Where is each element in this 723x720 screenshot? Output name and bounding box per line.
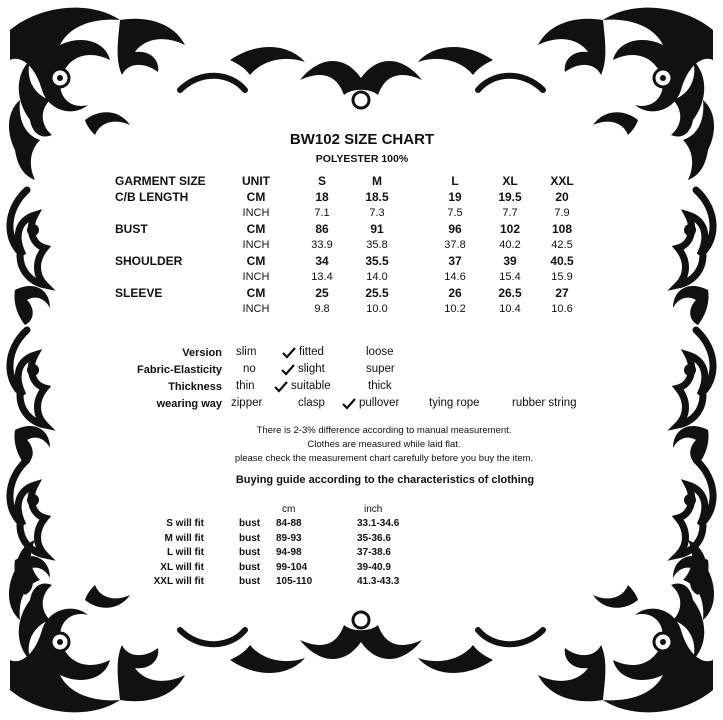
note-line: There is 2-3% difference according to manual measurement.	[256, 425, 512, 436]
unit-cm: CM	[246, 254, 266, 268]
guide-part: bust	[239, 518, 261, 529]
inch-value: 10.0	[366, 303, 388, 315]
guide-cm: 99-104	[276, 561, 308, 573]
material-label: POLYESTER 100%	[315, 153, 409, 165]
option-slight: slight	[298, 363, 325, 375]
inch-value: 10.2	[444, 303, 466, 315]
unit-cm: CM	[246, 222, 266, 236]
guide-col-inch: inch	[364, 504, 383, 515]
cm-value: 18	[315, 190, 329, 204]
cm-value: 39	[503, 254, 517, 268]
inch-value: 9.8	[314, 303, 330, 315]
unit-inch: INCH	[242, 207, 270, 219]
guide-inch: 39-40.9	[357, 561, 391, 573]
option-pullover: pullover	[359, 397, 400, 409]
inch-value: 10.6	[551, 303, 573, 315]
cm-value: 25	[315, 286, 329, 300]
inch-value: 37.8	[444, 239, 466, 251]
cm-value: 108	[551, 222, 573, 236]
guide-inch: 41.3-43.3	[357, 576, 400, 587]
table-header-garment-size: GARMENT SIZE	[115, 174, 206, 188]
guide-part: bust	[239, 561, 261, 573]
table-header-s: S	[317, 174, 327, 188]
characteristic-label: Fabric-Elasticity	[137, 364, 222, 376]
checkmark-icon	[274, 381, 288, 393]
chart-title: BW102 SIZE CHART	[289, 131, 435, 148]
guide-part: bust	[239, 576, 261, 587]
cm-value: 19	[448, 190, 462, 204]
cm-value: 86	[315, 222, 329, 236]
inch-value: 14.6	[444, 271, 466, 283]
table-header-xl: XL	[502, 174, 518, 188]
measurement-label: C/B LENGTH	[115, 190, 189, 204]
option-rubber-string: rubber string	[512, 397, 577, 409]
inch-value: 7.5	[447, 207, 463, 219]
inch-value: 7.3	[369, 207, 385, 219]
inch-value: 7.7	[502, 207, 518, 219]
cm-value: 102	[499, 222, 521, 236]
unit-cm: CM	[246, 190, 266, 204]
inch-value: 14.0	[366, 271, 388, 283]
inch-value: 35.8	[366, 239, 388, 251]
cm-value: 27	[555, 286, 569, 300]
inch-value: 10.4	[499, 303, 521, 315]
option-no: no	[243, 363, 256, 375]
guide-size: L will fit	[166, 547, 204, 558]
option-slim: slim	[236, 346, 257, 358]
cm-value: 96	[448, 222, 462, 236]
characteristic-label: wearing way	[156, 398, 222, 410]
checkmark-icon	[342, 398, 356, 410]
inch-value: 7.9	[554, 207, 570, 219]
cm-value: 91	[370, 222, 384, 236]
cm-value: 20	[555, 190, 569, 204]
measurement-label: SHOULDER	[115, 254, 183, 268]
option-tying-rope: tying rope	[429, 397, 480, 409]
option-super: super	[366, 363, 395, 375]
option-zipper: zipper	[231, 397, 263, 409]
guide-size: XL will fit	[160, 561, 204, 573]
guide-cm: 89-93	[276, 532, 302, 544]
cm-value: 26	[448, 286, 462, 300]
option-fitted: fitted	[299, 346, 324, 358]
cm-value: 25.5	[365, 286, 389, 300]
option-clasp: clasp	[298, 397, 325, 409]
inch-value: 15.9	[551, 271, 573, 283]
guide-part: bust	[239, 532, 261, 544]
inch-value: 7.1	[314, 207, 330, 219]
checkmark-icon	[282, 347, 296, 359]
option-suitable: suitable	[291, 380, 331, 392]
guide-inch: 37-38.6	[357, 547, 391, 558]
unit-cm: CM	[246, 286, 266, 300]
table-header-m: M	[372, 174, 382, 188]
option-thick: thick	[368, 380, 392, 392]
cm-value: 35.5	[365, 254, 389, 268]
inch-value: 42.5	[551, 239, 573, 251]
cm-value: 40.5	[550, 254, 574, 268]
characteristic-label: Version	[182, 347, 222, 359]
guide-size: S will fit	[166, 518, 204, 529]
guide-col-cm: cm	[282, 504, 296, 515]
table-header-l: L	[451, 174, 459, 188]
guide-inch: 33.1-34.6	[357, 518, 400, 529]
cm-value: 34	[315, 254, 329, 268]
guide-cm: 105-110	[276, 576, 313, 587]
guide-cm: 94-98	[276, 547, 302, 558]
inch-value: 33.9	[311, 239, 333, 251]
measurement-label: BUST	[115, 222, 148, 236]
unit-inch: INCH	[242, 271, 270, 283]
note-line: Clothes are measured while laid flat.	[307, 439, 461, 450]
inch-value: 15.4	[499, 271, 521, 283]
note-line: please check the measurement chart carefully before you buy the item.	[234, 453, 534, 464]
guide-inch: 35-36.6	[357, 532, 391, 544]
cm-value: 26.5	[498, 286, 522, 300]
guide-part: bust	[239, 547, 261, 558]
inch-value: 40.2	[499, 239, 521, 251]
cm-value: 19.5	[498, 190, 522, 204]
guide-size: XXL will fit	[153, 576, 204, 587]
unit-inch: INCH	[242, 239, 270, 251]
option-thin: thin	[236, 380, 255, 392]
table-header-unit: UNIT	[242, 174, 270, 188]
characteristic-label: Thickness	[168, 381, 222, 393]
guide-title: Buying guide according to the characteristics of clothing	[235, 474, 535, 486]
checkmark-icon	[281, 364, 295, 376]
cm-value: 37	[448, 254, 462, 268]
guide-size: M will fit	[164, 532, 204, 544]
option-loose: loose	[366, 346, 394, 358]
table-header-xxl: XXL	[550, 174, 574, 188]
cm-value: 18.5	[365, 190, 389, 204]
guide-cm: 84-88	[276, 518, 302, 529]
unit-inch: INCH	[242, 303, 270, 315]
measurement-label: SLEEVE	[115, 286, 163, 300]
inch-value: 13.4	[311, 271, 333, 283]
